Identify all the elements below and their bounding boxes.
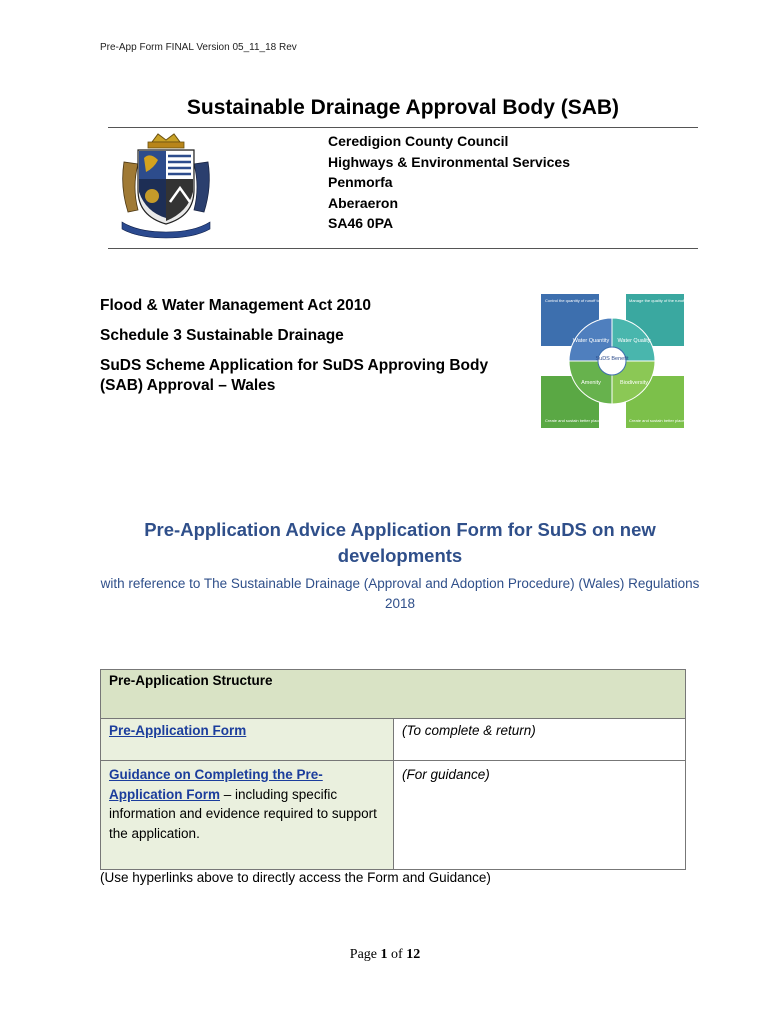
table-header-row (101, 670, 686, 719)
hyperlink-hint: (Use hyperlinks above to directly access the Form and Guidance) (100, 870, 491, 885)
table-row (101, 761, 686, 870)
preapp-heading: Pre-Application Advice Application Form for SuDS on new developments (144, 519, 656, 566)
quadrant-water-quality: Water Quality (617, 338, 651, 344)
suds-benefits-diagram (541, 294, 721, 428)
page-number (0, 947, 770, 963)
address-line: SA46 0PA (328, 215, 394, 231)
corner-text-tl: Control the quantity of runoff to (545, 298, 600, 303)
preapp-subheading: with reference to The Sustainable Drainage (Approval and Adoption Procedure) (Wales) Regulations 2018 (100, 576, 700, 611)
preapp-structure-table (100, 669, 686, 870)
table-header: Pre-Application Structure (101, 670, 686, 719)
council-crest-logo (118, 132, 214, 238)
guidance-description: – including specific information and evidence required to support the application. (109, 786, 377, 841)
corner-text-bl: Create and sustain better places for people (545, 418, 622, 423)
quadrant-biodiversity: Biodiversity (619, 380, 649, 386)
act-title: Flood & Water Management Act 2010 (100, 297, 372, 314)
quadrant-amenity: Amenity (581, 380, 601, 386)
title-divider (108, 127, 698, 128)
corner-text-tr: Manage the quality of the runoff to prevent pollution (629, 298, 721, 303)
address-line: Ceredigion County Council (328, 133, 509, 149)
table-cell (101, 761, 394, 870)
guidance-link[interactable]: Guidance on Completing the Pre-Application Form (109, 767, 323, 802)
schedule-title: Schedule 3 Sustainable Drainage (100, 327, 344, 344)
page-prefix: Page (349, 947, 381, 962)
page-title: Sustainable Drainage Approval Body (SAB) (186, 96, 620, 119)
legislation-block (100, 296, 520, 396)
preapp-form-link[interactable]: Pre-Application Form (109, 723, 247, 738)
form-note: (To complete & return) (394, 719, 686, 761)
page-mid: of (387, 947, 407, 962)
table-cell (101, 719, 394, 761)
scheme-title: SuDS Scheme Application for SuDS Approving Body (SAB) Approval – Wales (100, 357, 489, 394)
corner-text-br: Create and sustain better places for nature (629, 418, 705, 423)
diagram-center-label: SuDS Benefit (595, 356, 629, 362)
current-page: 1 (380, 947, 388, 962)
address-line: Highways & Environmental Services (328, 153, 570, 170)
quadrant-water-quantity: Water Quantity (572, 338, 610, 344)
document-version: Pre-App Form FINAL Version 05_11_18 Rev (100, 42, 297, 53)
address-line: Aberaeron (328, 194, 399, 211)
total-pages: 12 (406, 947, 421, 962)
address-divider (108, 248, 698, 249)
council-address (328, 131, 570, 234)
guidance-note: (For guidance) (394, 761, 686, 870)
table-row (101, 719, 686, 761)
address-line: Penmorfa (328, 174, 393, 190)
